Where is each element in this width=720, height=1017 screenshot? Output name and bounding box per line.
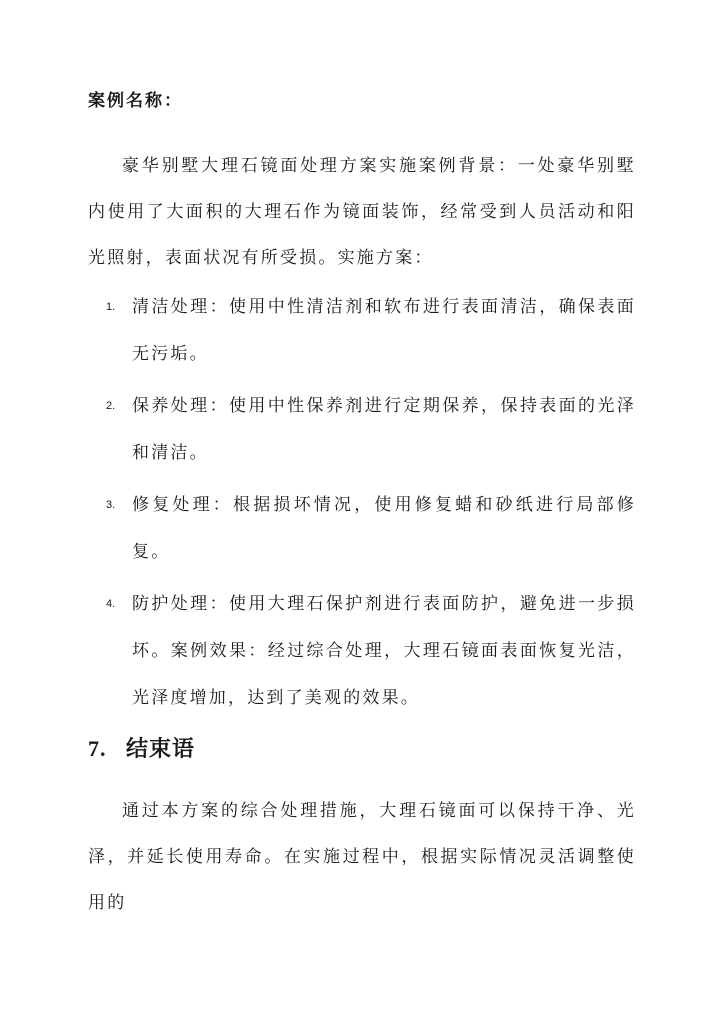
list-item-text: 保养处理：使用中性保养剂进行定期保养，保持表面的光泽和清洁。 bbox=[132, 396, 636, 463]
list-number: 4. bbox=[106, 598, 116, 610]
list-number: 3. bbox=[106, 499, 116, 511]
list-item-cleaning bbox=[88, 284, 636, 378]
case-background-paragraph: 豪华别墅大理石镜面处理方案实施案例背景：一处豪华别墅内使用了大面积的大理石作为镜面装饰，经常受到人员活动和阳光照射，表面状况有所受损。实施方案： bbox=[88, 156, 636, 268]
list-number: 2. bbox=[106, 400, 116, 412]
list-number: 1. bbox=[106, 301, 116, 313]
section-number: 7. bbox=[88, 736, 107, 761]
list-item-text: 防护处理：使用大理石保护剂进行表面防护，避免进一步损坏。案例效果：经过综合处理，大理石镜面表面恢复光洁，光泽度增加，达到了美观的效果。 bbox=[132, 594, 636, 708]
list-item-text: 修复处理：根据损坏情况，使用修复蜡和砂纸进行局部修复。 bbox=[132, 495, 636, 562]
list-item-protection bbox=[88, 581, 636, 722]
implementation-steps-list bbox=[88, 284, 636, 727]
section-title: 结束语 bbox=[126, 737, 196, 762]
list-item-maintenance bbox=[88, 383, 636, 477]
conclusion-paragraph: 通过本方案的综合处理措施，大理石镜面可以保持干净、光泽，并延长使用寿命。在实施过程中，根据实际情况灵活调整使用的 bbox=[88, 801, 636, 913]
list-item-repair bbox=[88, 482, 636, 576]
list-item-text: 清洁处理：使用中性清洁剂和软布进行表面清洁，确保表面无污垢。 bbox=[132, 297, 636, 364]
case-name-label: 案例名称： bbox=[88, 91, 183, 111]
section-heading-conclusion bbox=[88, 731, 195, 768]
